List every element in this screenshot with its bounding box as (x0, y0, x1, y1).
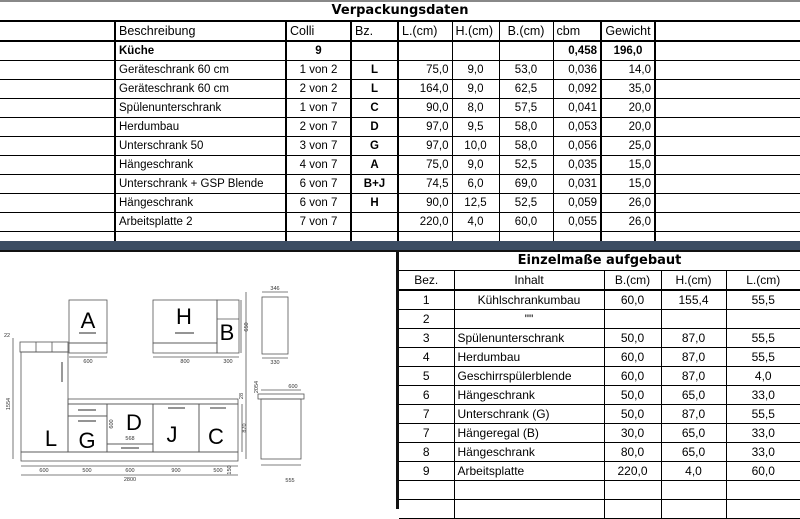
row-b: 30,0 (604, 424, 661, 443)
row-inhalt: Unterschrank (G) (454, 405, 604, 424)
label-j: J (166, 422, 178, 447)
row-h: 87,0 (661, 367, 726, 386)
total-desc: Küche (115, 41, 286, 61)
empty-cell (0, 118, 115, 137)
empty-cell (0, 21, 115, 41)
empty-cell (655, 41, 800, 61)
assembled-row (399, 348, 800, 367)
row-b: 50,0 (604, 405, 661, 424)
header-beschreibung: Beschreibung (115, 21, 286, 41)
row-h: 87,0 (661, 329, 726, 348)
dim-bottom-500: 500 (82, 468, 92, 474)
row-bez: 7 (399, 424, 454, 443)
row-l: 90,0 (398, 99, 452, 118)
row-bez: 1 (399, 290, 454, 310)
dim-600-side: 600 (288, 384, 298, 390)
row-l: 55,5 (726, 329, 800, 348)
row-b: 69,0 (499, 175, 553, 194)
row-colli: 6 von 7 (286, 175, 351, 194)
dim-346: 346 (270, 286, 280, 292)
row-cbm: 0,031 (553, 175, 601, 194)
empty-cell (454, 481, 604, 500)
row-b: 52,5 (499, 194, 553, 213)
packaging-header-row (0, 21, 800, 41)
row-b: 52,5 (499, 156, 553, 175)
row-bz (351, 213, 398, 232)
dim-330: 330 (270, 360, 280, 366)
row-h: 4,0 (452, 213, 499, 232)
row-l: 97,0 (398, 118, 452, 137)
dim-28: 28 (239, 392, 245, 400)
assembled-row (399, 405, 800, 424)
packaging-row (0, 213, 800, 232)
row-colli: 3 von 7 (286, 137, 351, 156)
row-bz: L (351, 61, 398, 80)
dim-300: 300 (223, 359, 233, 365)
row-weight: 15,0 (601, 175, 655, 194)
assembled-row (399, 290, 800, 310)
row-bz: B+J (351, 175, 398, 194)
dim-568: 568 (125, 436, 135, 442)
assembled-row (399, 462, 800, 481)
row-bez: 7 (399, 405, 454, 424)
dim-650: 650 (244, 322, 250, 332)
label-a: A (80, 308, 96, 333)
empty-cell (726, 481, 800, 500)
empty-cell (399, 481, 454, 500)
row-weight: 25,0 (601, 137, 655, 156)
row-h: 65,0 (661, 443, 726, 462)
row-l: 74,5 (398, 175, 452, 194)
row-inhalt: "" (454, 310, 604, 329)
row-inhalt: Hängeschrank (454, 443, 604, 462)
row-h: 9,0 (452, 80, 499, 99)
row-weight: 35,0 (601, 80, 655, 99)
row-colli: 2 von 7 (286, 118, 351, 137)
countertop (68, 399, 238, 404)
assembled-empty-row (399, 481, 800, 500)
row-b: 57,5 (499, 99, 553, 118)
row-h: 10,0 (452, 137, 499, 156)
assembled-empty-row (399, 500, 800, 519)
row-bez: 6 (399, 386, 454, 405)
packaging-row (0, 61, 800, 80)
row-l: 75,0 (398, 61, 452, 80)
total-cbm: 0,458 (553, 41, 601, 61)
row-weight: 26,0 (601, 194, 655, 213)
row-h: 9,0 (452, 61, 499, 80)
tall-top-shelves (20, 342, 68, 352)
row-h: 12,5 (452, 194, 499, 213)
assembled-row (399, 443, 800, 462)
row-inhalt: Hängeregal (B) (454, 424, 604, 443)
row-inhalt: Hängeschrank (454, 386, 604, 405)
row-b: 60,0 (604, 290, 661, 310)
row-cbm: 0,092 (553, 80, 601, 99)
dim-870: 870 (242, 423, 248, 433)
row-b: 60,0 (604, 367, 661, 386)
row-desc: Unterschrank + GSP Blende (115, 175, 286, 194)
row-desc: Unterschrank 50 (115, 137, 286, 156)
row-h: 9,5 (452, 118, 499, 137)
row-desc: Hängeschrank (115, 156, 286, 175)
row-inhalt: Geschirrspülerblende (454, 367, 604, 386)
row-h: 87,0 (661, 348, 726, 367)
empty-cell (398, 41, 452, 61)
row-l: 164,0 (398, 80, 452, 99)
row-h: 87,0 (661, 405, 726, 424)
total-weight: 196,0 (601, 41, 655, 61)
empty-cell (0, 213, 115, 232)
packaging-row (0, 80, 800, 99)
row-l: 55,5 (726, 405, 800, 424)
header-h: H.(cm) (452, 21, 499, 41)
row-bez: 2 (399, 310, 454, 329)
side-view-wall (262, 297, 288, 354)
empty-cell (655, 156, 800, 175)
row-b: 62,5 (499, 80, 553, 99)
label-g: G (78, 428, 96, 453)
row-bez: 8 (399, 443, 454, 462)
row-b: 80,0 (604, 443, 661, 462)
header-b: B.(cm) (604, 271, 661, 291)
header-b: B.(cm) (499, 21, 553, 41)
row-cbm: 0,056 (553, 137, 601, 156)
row-b: 58,0 (499, 137, 553, 156)
row-cbm: 0,059 (553, 194, 601, 213)
header-h: H.(cm) (661, 271, 726, 291)
side-view-base (261, 399, 301, 459)
empty-cell (0, 156, 115, 175)
packaging-row (0, 175, 800, 194)
dim-2054: 2054 (254, 380, 260, 394)
row-h (661, 310, 726, 329)
packaging-row (0, 99, 800, 118)
empty-cell (0, 80, 115, 99)
empty-cell (655, 194, 800, 213)
empty-cell (0, 41, 115, 61)
header-bez: Bez. (399, 271, 454, 291)
empty-cell (499, 41, 553, 61)
label-h: H (176, 304, 192, 329)
header-bz: Bz. (351, 21, 398, 41)
empty-cell (454, 500, 604, 519)
row-desc: Hängeschrank (115, 194, 286, 213)
row-b: 53,0 (499, 61, 553, 80)
row-cbm: 0,035 (553, 156, 601, 175)
row-desc: Geräteschrank 60 cm (115, 80, 286, 99)
wall-cabinet-a-base (69, 343, 107, 353)
row-colli: 4 von 7 (286, 156, 351, 175)
row-h: 155,4 (661, 290, 726, 310)
assembled-row (399, 329, 800, 348)
empty-cell (655, 213, 800, 232)
row-h: 65,0 (661, 424, 726, 443)
empty-cell (0, 194, 115, 213)
row-desc: Geräteschrank 60 cm (115, 61, 286, 80)
packaging-row (0, 194, 800, 213)
kitchen-drawing (0, 252, 396, 509)
packaging-row (0, 118, 800, 137)
row-l: 97,0 (398, 137, 452, 156)
header-inhalt: Inhalt (454, 271, 604, 291)
dim-22: 22 (3, 333, 11, 339)
label-c: C (208, 424, 224, 449)
row-bez: 3 (399, 329, 454, 348)
row-bz: G (351, 137, 398, 156)
row-bz: A (351, 156, 398, 175)
row-weight: 26,0 (601, 213, 655, 232)
empty-cell (604, 481, 661, 500)
empty-cell (399, 500, 454, 519)
row-cbm: 0,053 (553, 118, 601, 137)
packaging-table (0, 20, 800, 251)
row-weight: 20,0 (601, 99, 655, 118)
packaging-title: Verpackungsdaten (331, 3, 469, 18)
row-bz: D (351, 118, 398, 137)
packaging-row (0, 137, 800, 156)
row-h: 8,0 (452, 99, 499, 118)
empty-cell (655, 80, 800, 99)
dim-bottom-600: 600 (39, 468, 49, 474)
row-l: 75,0 (398, 156, 452, 175)
dim-150: 150 (227, 465, 233, 475)
row-colli: 1 von 7 (286, 99, 351, 118)
assembled-table (399, 270, 800, 519)
row-inhalt: Spülenunterschrank (454, 329, 604, 348)
dim-600-oven: 600 (109, 419, 115, 429)
row-desc: Arbeitsplatte 2 (115, 213, 286, 232)
row-h: 6,0 (452, 175, 499, 194)
row-weight: 15,0 (601, 156, 655, 175)
row-bz: H (351, 194, 398, 213)
empty-cell (655, 118, 800, 137)
row-b: 50,0 (604, 386, 661, 405)
row-bz: L (351, 80, 398, 99)
row-desc: Herdumbau (115, 118, 286, 137)
row-l: 33,0 (726, 424, 800, 443)
dim-bottom-600b: 600 (125, 468, 135, 474)
row-l: 60,0 (726, 462, 800, 481)
row-h: 4,0 (661, 462, 726, 481)
assembled-title: Einzelmaße aufgebaut (399, 251, 800, 271)
empty-cell (726, 500, 800, 519)
total-colli: 9 (286, 41, 351, 61)
dim-1554: 1554 (6, 397, 12, 411)
row-l: 33,0 (726, 386, 800, 405)
row-inhalt: Kühlschrankumbau (454, 290, 604, 310)
row-l: 55,5 (726, 290, 800, 310)
row-colli: 2 von 2 (286, 80, 351, 99)
row-bez: 5 (399, 367, 454, 386)
row-l: 4,0 (726, 367, 800, 386)
row-colli: 6 von 7 (286, 194, 351, 213)
header-cbm: cbm (553, 21, 601, 41)
dim-total-2800: 2800 (123, 477, 137, 483)
header-l: L.(cm) (726, 271, 800, 291)
row-bez: 9 (399, 462, 454, 481)
dim-bottom-500c: 500 (213, 468, 223, 474)
row-b: 60,0 (499, 213, 553, 232)
row-colli: 7 von 7 (286, 213, 351, 232)
assembled-row (399, 367, 800, 386)
empty-cell (655, 21, 800, 41)
row-inhalt: Arbeitsplatte (454, 462, 604, 481)
dim-555: 555 (285, 478, 295, 484)
dim-800: 800 (180, 359, 190, 365)
label-l: L (44, 426, 58, 451)
empty-cell (351, 41, 398, 61)
row-cbm: 0,055 (553, 213, 601, 232)
empty-cell (655, 61, 800, 80)
dim-600-a: 600 (83, 359, 93, 365)
row-b: 50,0 (604, 329, 661, 348)
row-b: 220,0 (604, 462, 661, 481)
row-inhalt: Herdumbau (454, 348, 604, 367)
row-colli: 1 von 2 (286, 61, 351, 80)
row-b: 58,0 (499, 118, 553, 137)
header-l: L.(cm) (398, 21, 452, 41)
empty-cell (604, 500, 661, 519)
row-h: 9,0 (452, 156, 499, 175)
empty-cell (655, 137, 800, 156)
empty-cell (0, 137, 115, 156)
empty-cell (0, 61, 115, 80)
empty-cell (655, 99, 800, 118)
row-l (726, 310, 800, 329)
row-l: 55,5 (726, 348, 800, 367)
row-l: 90,0 (398, 194, 452, 213)
row-bez: 4 (399, 348, 454, 367)
row-b (604, 310, 661, 329)
header-gewicht: Gewicht (601, 21, 655, 41)
empty-cell (661, 500, 726, 519)
empty-cell (0, 175, 115, 194)
assembled-row (399, 424, 800, 443)
row-h: 65,0 (661, 386, 726, 405)
plinth (21, 452, 238, 461)
empty-cell (661, 481, 726, 500)
empty-cell (452, 41, 499, 61)
assembled-header-row (399, 271, 800, 291)
label-b: B (219, 320, 235, 345)
packaging-row (0, 156, 800, 175)
label-d: D (126, 410, 142, 435)
assembled-row (399, 386, 800, 405)
row-l: 220,0 (398, 213, 452, 232)
assembled-row (399, 310, 800, 329)
header-colli: Colli (286, 21, 351, 41)
empty-cell (0, 99, 115, 118)
empty-cell (655, 175, 800, 194)
row-bz: C (351, 99, 398, 118)
row-cbm: 0,036 (553, 61, 601, 80)
row-cbm: 0,041 (553, 99, 601, 118)
row-l: 33,0 (726, 443, 800, 462)
row-desc: Spülenunterschrank (115, 99, 286, 118)
row-b: 60,0 (604, 348, 661, 367)
row-weight: 20,0 (601, 118, 655, 137)
packaging-total-row (0, 41, 800, 61)
row-weight: 14,0 (601, 61, 655, 80)
dim-bottom-900: 900 (171, 468, 181, 474)
